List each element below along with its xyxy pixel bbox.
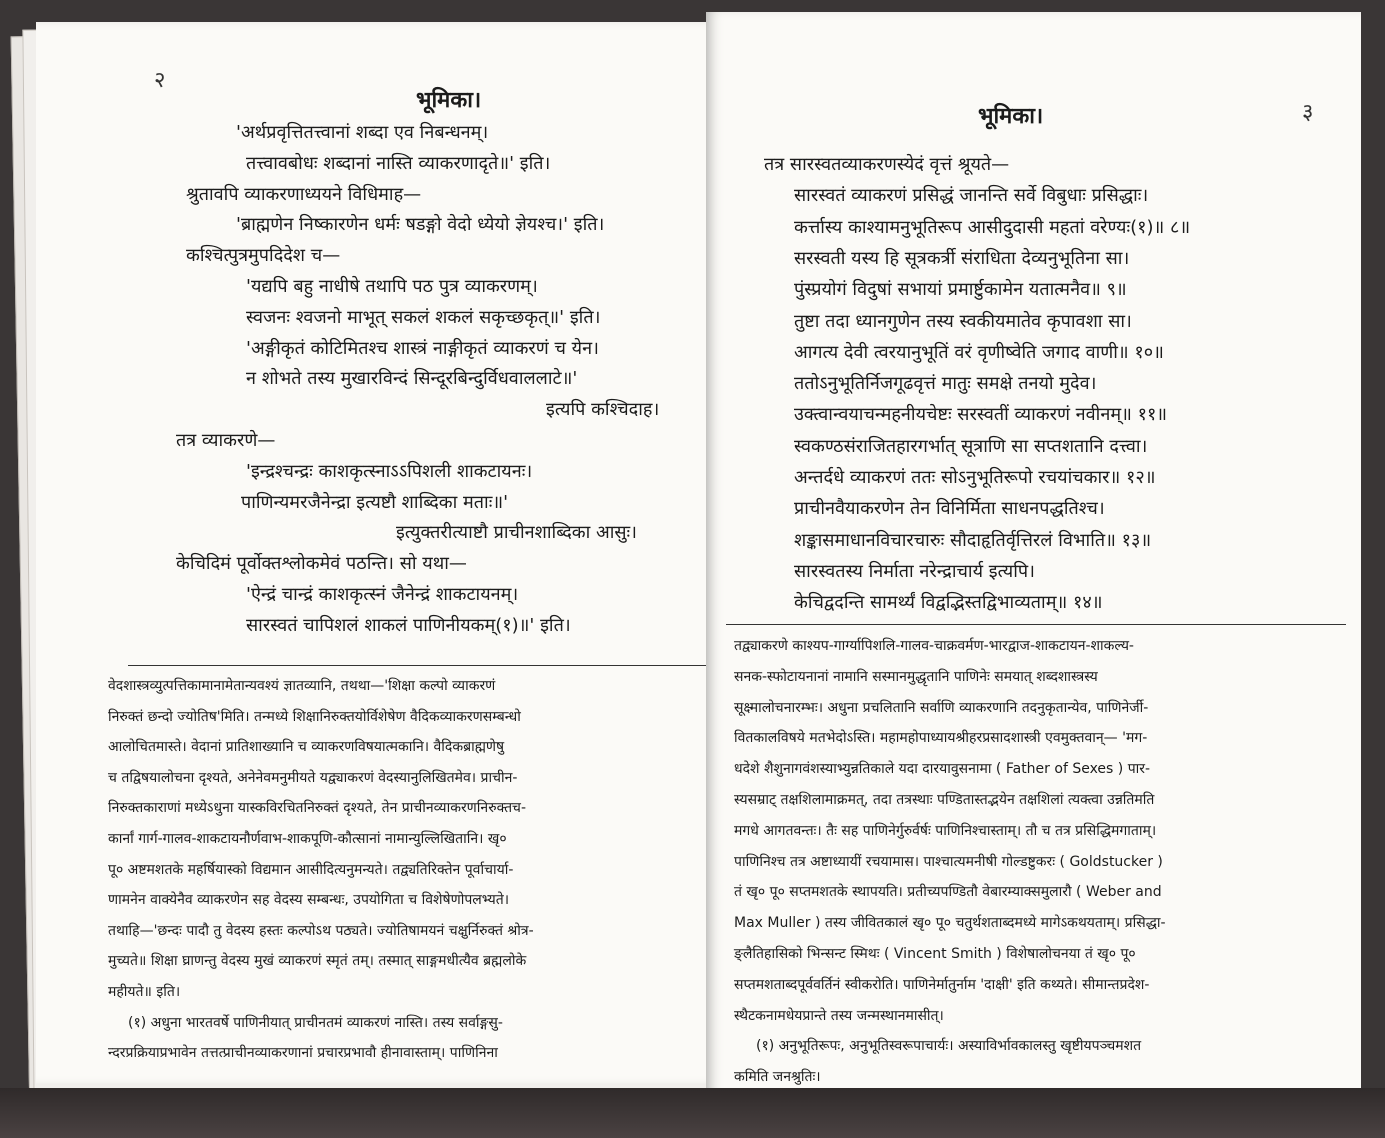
footnote-line: च तद्विषयालोचना दृश्यते, अनेनेवमनुमीयते यद्व्याकरणं वेदस्यानुलिखितमेव। प्राचीन- bbox=[108, 769, 518, 786]
verse-line: प्राचीनवैयाकरणेन तेन विनिर्मिता साधनपद्धतिश्च। bbox=[794, 498, 1105, 520]
footnote-line: स्यसम्राट् तक्षशिलामाक्रमत्, तदा तत्रस्थाः पण्डितास्तद्भयेन तक्षशिलां त्यक्त्वा उन्नतिमति bbox=[734, 792, 1155, 808]
running-title: भूमिका। bbox=[978, 104, 1044, 129]
verse-line: सारस्वतं चापिशलं शाकलं पाणिनीयकम्(१)॥' इति। bbox=[246, 614, 571, 636]
verse-line: कर्त्तास्य काश्यामनुभूतिरूप आसीदुदासी महतां वरेण्यः(१)॥ ८॥ bbox=[794, 216, 1191, 238]
verse-line: कश्चित्पुत्रमुपदिदेश च— bbox=[186, 245, 341, 267]
verse-line: न शोभते तस्य मुखारविन्दं सिन्दूरबिन्दुर्विधवाललाटे॥' bbox=[246, 368, 578, 390]
verse-line: पाणिन्यमरजैनेन्द्रा इत्यष्टौ शाब्दिका मताः॥' bbox=[241, 491, 509, 513]
verse-line: तत्त्वावबोधः शब्दानां नास्ति व्याकरणादृते॥' इति। bbox=[246, 152, 551, 174]
verse-line: श्रुतावपि व्याकरणाध्ययने विधिमाह— bbox=[186, 183, 422, 205]
footnote-line: स्थैटकनामधेयप्रान्ते तस्य जन्मस्थानमासीत्। bbox=[734, 1007, 944, 1024]
verse-line: तत्र सारस्वतव्याकरणस्येदं वृत्तं श्रूयते— bbox=[764, 154, 1010, 175]
footnote-line: वितकालविषये मतभेदोऽस्ति। महामहोपाध्यायश्रीहरप्रसादशास्त्री एवमुक्तवान्— 'मग- bbox=[734, 730, 1148, 747]
table-surface bbox=[0, 1088, 1385, 1138]
verse-line: 'ब्राह्मणेन निष्कारणेन धर्मः षडङ्गो वेदो ध्येयो ज्ञेयश्च।' इति। bbox=[236, 214, 605, 236]
verse-line: इत्यपि कश्चिदाह। bbox=[546, 399, 660, 421]
verse-line: 'ऐन्द्रं चान्द्रं काशकृत्स्नं जैनेन्द्रं शाकटायनम्। bbox=[246, 584, 519, 605]
footnote-line: पाणिनिश्च तत्र अष्टाध्यायीं रचयामास। पाश्चात्यमनीषी गोल्डष्टुकरः ( Goldstucker ) bbox=[734, 853, 1163, 870]
footnote-line: तं खृ० पू० सप्तमशतके स्थापयति। प्रतीच्यपण्डितौ वेबारम्याक्समुलारौ ( Weber and bbox=[734, 884, 1162, 901]
verse-line: पुंस्प्रयोगं विदुषां सभायां प्रमार्ष्टुकामेन यतात्मनैव॥ ९॥ bbox=[794, 279, 1127, 301]
footnote-line: तथाहि—'छन्दः पादौ तु वेदस्य हस्तः कल्पोऽथ पठ्यते। ज्योतिषामयनं चक्षुर्निरुक्तं श्रोत्र- bbox=[108, 922, 534, 939]
footnote-line: णामनेन वाक्येनैव व्याकरणेन सह वेदस्य सम्बन्धः, उपयोगिता च विशेषेणोपलभ्यते। bbox=[108, 892, 510, 909]
footnote-line: मुच्यते॥ शिक्षा घ्राणन्तु वेदस्य मुखं व्याकरणं स्मृतं तम्। तस्मात् साङ्गमधीत्यैव ब्रह्मलोके bbox=[108, 953, 527, 970]
footnote-line: सनक-स्फोटायनानां नामानि सस्मानमुद्धृतानि पाणिनेः समयात् शब्दशास्त्रस्य bbox=[734, 668, 1098, 685]
verse-line: तत्र व्याकरणे— bbox=[176, 430, 276, 451]
verse-line: 'अर्थप्रवृत्तितत्त्वानां शब्दा एव निबन्धनम्। bbox=[236, 122, 489, 143]
footnote-line: (१) अनुभूतिरूपः, अनुभूतिस्वरूपाचार्यः। अस्याविर्भावकालस्तु खृष्टीयपञ्चमशत bbox=[756, 1038, 1142, 1055]
verse-line: सरस्वती यस्य हि सूत्रकर्त्री संराधिता देव्यनुभूतिना सा। bbox=[794, 247, 1130, 269]
verse-line: सारस्वतस्य निर्माता नरेन्द्राचार्य इत्यपि। bbox=[794, 560, 1035, 582]
verse-line: तुष्टा तदा ध्यानगुणेन तस्य स्वकीयमातेव कृपावशा सा। bbox=[794, 310, 1132, 332]
verse-line: उक्त्वान्वयाचन्महनीयचेष्टः सरस्वतीं व्याकरणं नवीनम्॥ ११॥ bbox=[794, 404, 1168, 426]
footnote-line: पू० अष्टमशतके महर्षियास्को विद्यमान आसीदित्यनुमन्यते। तद्व्यतिरिक्तेन पूर्वाचार्या- bbox=[108, 861, 514, 878]
verse-line: आगत्य देवी त्वरयानुभूतिं वरं वृणीष्वेति जगाद वाणी॥ १०॥ bbox=[794, 341, 1164, 363]
footnote-separator bbox=[128, 665, 718, 666]
footnote-separator bbox=[726, 624, 1346, 625]
footnote-line: महीयते॥ इति। bbox=[108, 984, 181, 1000]
page-number: २ bbox=[154, 68, 166, 93]
footnote-line: वेदशास्त्रव्युत्पत्तिकामानामेतान्यवश्यं ज्ञातव्यानि, तथथा—'शिक्षा कल्पो व्याकरणं bbox=[108, 678, 496, 694]
footnote-line: न्दरप्रक्रियाप्रभावेन तत्तत्प्राचीनव्याकरणानां प्रचारप्रभावौ हीनावास्ताम्। पाणिनिना bbox=[108, 1045, 498, 1062]
verse-line: स्वजनः श्वजनो माभूत् सकलं शकलं सकृच्छकृत्॥' इति। bbox=[246, 306, 601, 328]
left-page bbox=[36, 22, 729, 1084]
right-page bbox=[706, 12, 1361, 1120]
verse-line: अन्तर्दधे व्याकरणं ततः सोऽनुभूतिरूपो रचयांचकार॥ १२॥ bbox=[794, 467, 1156, 488]
verse-line: स्वकण्ठसंराजितहारगर्भात् सूत्राणि सा सप्तशतानि दत्त्वा। bbox=[794, 435, 1148, 457]
verse-line: 'अङ्गीकृतं कोटिमितश्च शास्त्रं नाङ्गीकृतं व्याकरणं च येन। bbox=[246, 337, 599, 359]
page-number: ३ bbox=[1302, 100, 1314, 125]
running-title: भूमिका। bbox=[416, 88, 482, 113]
verse-line: केचिद्वदन्ति सामर्थ्यं विद्वद्भिस्तद्विभाव्यताम्॥ १४॥ bbox=[794, 592, 1103, 614]
footnote-line: मगधे आगतवन्तः। तैः सह पाणिनेर्गुरुर्वर्षः पाणिनिश्चास्ताम्। तौ च तत्र प्रसिद्धिमगाताम्। bbox=[734, 822, 1157, 839]
verse-line: केचिदिमं पूर्वोक्तश्लोकमेवं पठन्ति। सो यथा— bbox=[176, 553, 467, 575]
footnote-line: Max Muller ) तस्य जीवितकालं खृ० पू० चतुर्थशताब्दमध्ये मागेऽकथयताम्। प्रसिद्धा- bbox=[734, 915, 1166, 932]
footnote-line: सप्तमशताब्दपूर्ववर्तिनं स्वीकरोति। पाणिनेर्मातुर्नाम 'दाक्षी' इति कथ्यते। सीमान्तप्रदेश- bbox=[734, 976, 1150, 993]
verse-line: 'यद्यपि बहु नाधीषे तथापि पठ पुत्र व्याकरणम्। bbox=[246, 276, 538, 297]
footnote-line: सूक्ष्मालोचनारम्भः। अधुना प्रचलितानि सर्वाणि व्याकरणानि तदनुकृतान्येव, पाणिनेर्जी- bbox=[734, 699, 1149, 716]
verse-line: सारस्वतं व्याकरणं प्रसिद्धं जानन्ति सर्वे विबुधाः प्रसिद्धाः। bbox=[794, 185, 1149, 207]
footnote-line: कार्नां गार्ग-गालव-शाकटायनौर्णवाभ-शाकपूणि-कौत्सानां नामान्युल्लिखितानि। खृ० bbox=[108, 831, 507, 847]
footnote-line: तद्व्याकरणे काश्यप-गार्ग्यापिशलि-गालव-चाक्रवर्मण-भारद्वाज-शाकटायन-शाकल्य- bbox=[734, 638, 1134, 654]
footnote-line: निरुक्तं छन्दो ज्योतिष'मिति। तन्मध्ये शिक्षानिरुक्तयोर्विशेषेण वैदिकव्याकरणसम्बन्धो bbox=[108, 708, 521, 725]
footnote-line: निरुक्तकाराणां मध्येऽधुना यास्कविरचितनिरुक्तं दृश्यते, तेन प्राचीनव्याकरणनिरुक्तच- bbox=[108, 800, 526, 817]
verse-line: शङ्कासमाधानविचारचारुः सौदाहृतिर्वृत्तिरलं विभाति॥ १३॥ bbox=[794, 529, 1152, 551]
footnote-line: ङ्लैतिहासिको भिन्सन्ट स्मिथः ( Vincent Smith ) विशेषालोचनया तं खृ० पू० bbox=[734, 946, 1136, 962]
footnote-line: धदेशे शैशुनागवंशस्याभ्युन्नतिकाले यदा दारयावुसनामा ( Father of Sexes ) पार- bbox=[734, 761, 1151, 778]
footnote-line: (१) अधुना भारतवर्षे पाणिनीयात् प्राचीनतमं व्याकरणं नास्ति। तस्य सर्वाङ्गसु- bbox=[128, 1014, 503, 1031]
verse-line: ततोऽनुभूतिर्निजगूढवृत्तं मातुः समक्षे तनयो मुदेव। bbox=[794, 373, 1097, 395]
footnote-line: कमिति जनश्रुतिः। bbox=[734, 1069, 821, 1086]
verse-line: 'इन्द्रश्चन्द्रः काशकृत्स्नाऽऽपिशली शाकटायनः। bbox=[246, 460, 533, 482]
footnote-line: आलोचितमास्ते। वेदानां प्रातिशाख्यानि च व्याकरणविषयात्मकानि। वैदिकब्राह्मणेषु bbox=[108, 739, 505, 756]
verse-line: इत्युक्तरीत्याष्टौ प्राचीनशाब्दिका आसुः। bbox=[396, 522, 637, 544]
